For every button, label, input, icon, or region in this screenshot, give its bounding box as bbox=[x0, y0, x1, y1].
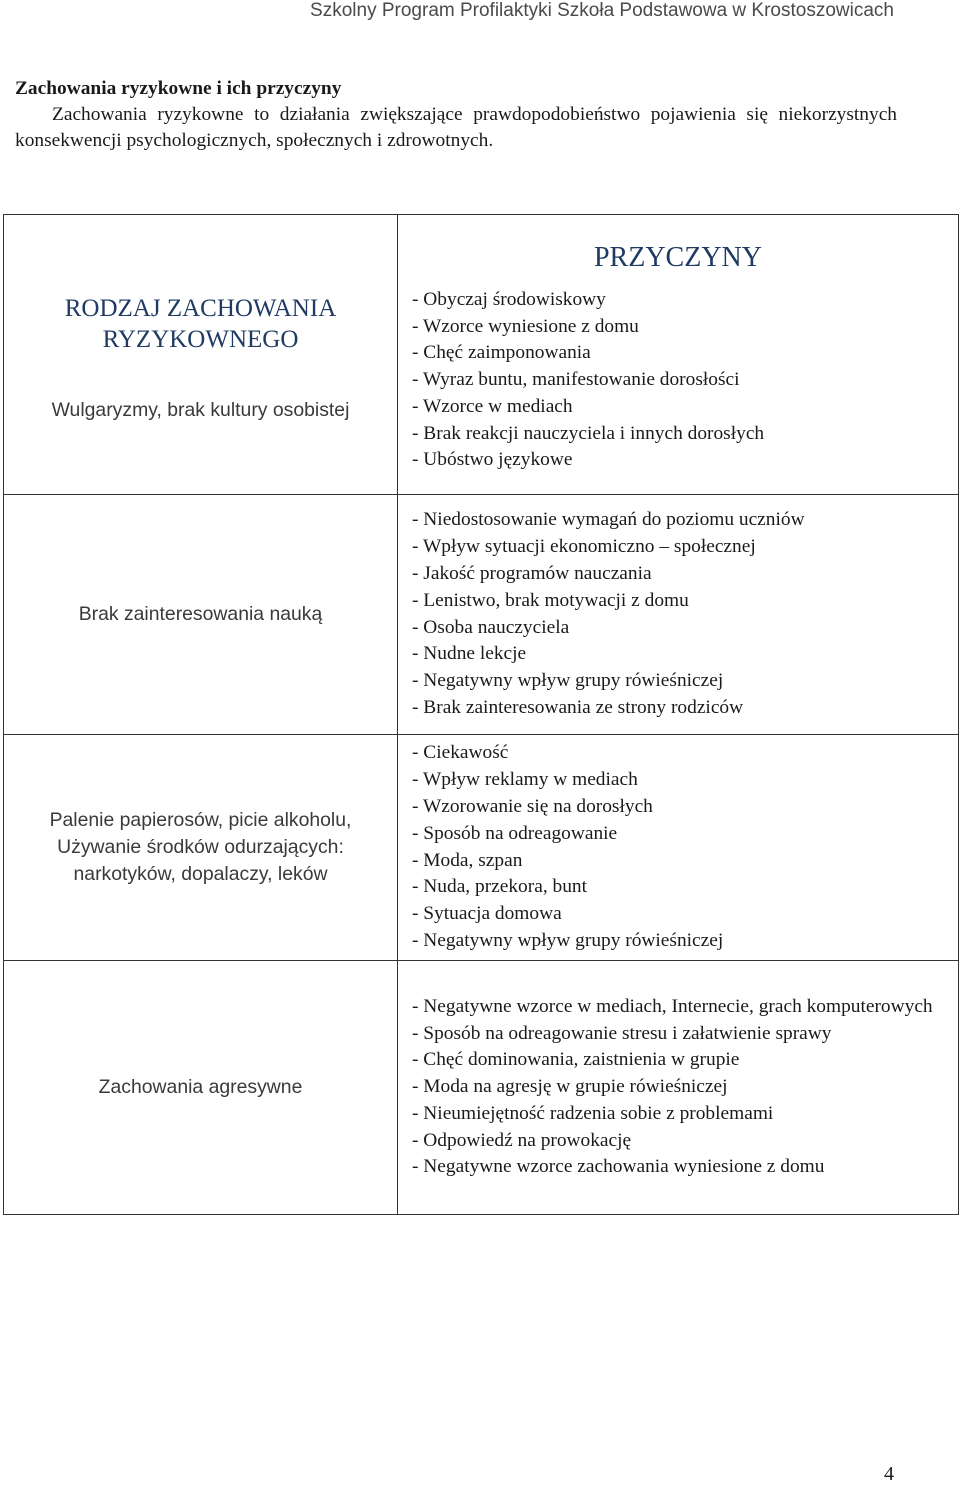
behavior-line: narkotyków, dopalaczy, leków bbox=[73, 863, 328, 885]
cause-item: - Obyczaj środowiskowy bbox=[412, 288, 606, 310]
table-row bbox=[4, 735, 959, 961]
cause-item: - Negatywne wzorce zachowania wyniesione z domu bbox=[412, 1156, 825, 1178]
behavior-line: Używanie środków odurzających: bbox=[57, 836, 344, 858]
page-number: 4 bbox=[884, 1463, 894, 1485]
cause-item: - Lenistwo, brak motywacji z domu bbox=[412, 589, 689, 611]
cause-item: - Sposób na odreagowanie bbox=[412, 822, 618, 844]
cause-item: - Negatywny wpływ grupy rówieśniczej bbox=[412, 670, 724, 692]
table-row bbox=[4, 215, 959, 495]
cause-item: - Brak zainteresowania ze strony rodziców bbox=[412, 696, 744, 718]
behavior-name bbox=[4, 807, 397, 888]
cause-item: - Moda na agresję w grupie rówieśniczej bbox=[412, 1076, 728, 1098]
cause-item: - Wyraz buntu, manifestowanie dorosłości bbox=[412, 369, 740, 391]
behavior-name: Zachowania agresywne bbox=[98, 1076, 303, 1098]
causes-list bbox=[398, 287, 958, 475]
behavior-line: Palenie papierosów, picie alkoholu, bbox=[49, 809, 352, 831]
cause-item: - Nudne lekcje bbox=[412, 643, 527, 665]
table-row bbox=[4, 495, 959, 735]
causes-list bbox=[398, 507, 958, 721]
cause-item: - Osoba nauczyciela bbox=[412, 616, 570, 638]
cause-item: - Wpływ sytuacji ekonomiczno – społecznej bbox=[412, 536, 756, 558]
table-row bbox=[4, 961, 959, 1215]
cause-item: - Nieumiejętność radzenia sobie z problemami bbox=[412, 1102, 774, 1124]
cause-item: - Moda, szpan bbox=[412, 849, 523, 871]
causes-cell bbox=[398, 735, 959, 961]
cause-item: - Ciekawość bbox=[412, 742, 509, 764]
behavior-cell bbox=[4, 495, 398, 735]
cause-item: - Wzorowanie się na dorosłych bbox=[412, 795, 653, 817]
cause-item: - Wzorce wyniesione z domu bbox=[412, 315, 639, 337]
behavior-cell bbox=[4, 735, 398, 961]
cause-item: - Sposób na odreagowanie stresu i załatwienie sprawy bbox=[412, 1022, 832, 1044]
causes-cell bbox=[398, 495, 959, 735]
cause-item: - Chęć dominowania, zaistnienia w grupie bbox=[412, 1049, 740, 1071]
cause-item: - Wzorce w mediach bbox=[412, 395, 573, 417]
intro-section bbox=[15, 76, 897, 154]
causes-cell bbox=[398, 961, 959, 1215]
section-title: Zachowania ryzykowne i ich przyczyny bbox=[15, 78, 342, 99]
cause-item: - Ubóstwo językowe bbox=[412, 449, 573, 471]
behavior-cell bbox=[4, 215, 398, 495]
section-definition: Zachowania ryzykowne to działania zwiększające prawdopodobieństwo pojawienia się niekorzystnych konsekwencji psychologicznych, społecznych i zdrowotnych. bbox=[15, 104, 897, 151]
cause-item: - Negatywny wpływ grupy rówieśniczej bbox=[412, 929, 724, 951]
behavior-cell bbox=[4, 961, 398, 1215]
cause-item: - Sytuacja domowa bbox=[412, 903, 562, 925]
cause-item: - Niedostosowanie wymagań do poziomu uczniów bbox=[412, 509, 805, 531]
cause-item: - Chęć zaimponowania bbox=[412, 342, 591, 364]
risk-behaviors-table bbox=[3, 214, 959, 1215]
cause-item: - Brak reakcji nauczyciela i innych dorosłych bbox=[412, 422, 765, 444]
cause-item: - Jakość programów nauczania bbox=[412, 562, 652, 584]
causes-cell bbox=[398, 215, 959, 495]
running-header: Szkolny Program Profilaktyki Szkoła Podstawowa w Krostoszowicach bbox=[310, 0, 894, 21]
column-header-causes: PRZYCZYNY bbox=[593, 241, 762, 273]
cause-item: - Odpowiedź na prowokację bbox=[412, 1129, 632, 1151]
behavior-name: Wulgaryzmy, brak kultury osobistej bbox=[51, 399, 350, 421]
cause-item: - Nuda, przekora, bunt bbox=[412, 876, 587, 898]
column-header-behavior: RODZAJ ZACHOWANIA RYZYKOWNEGO bbox=[64, 295, 337, 353]
cause-item: - Negatywne wzorce w mediach, Internecie, grach komputerowych bbox=[412, 995, 933, 1017]
behavior-name: Brak zainteresowania nauką bbox=[78, 603, 323, 625]
cause-item: - Wpływ reklamy w mediach bbox=[412, 769, 638, 791]
causes-list bbox=[398, 740, 958, 954]
causes-list bbox=[398, 994, 958, 1182]
